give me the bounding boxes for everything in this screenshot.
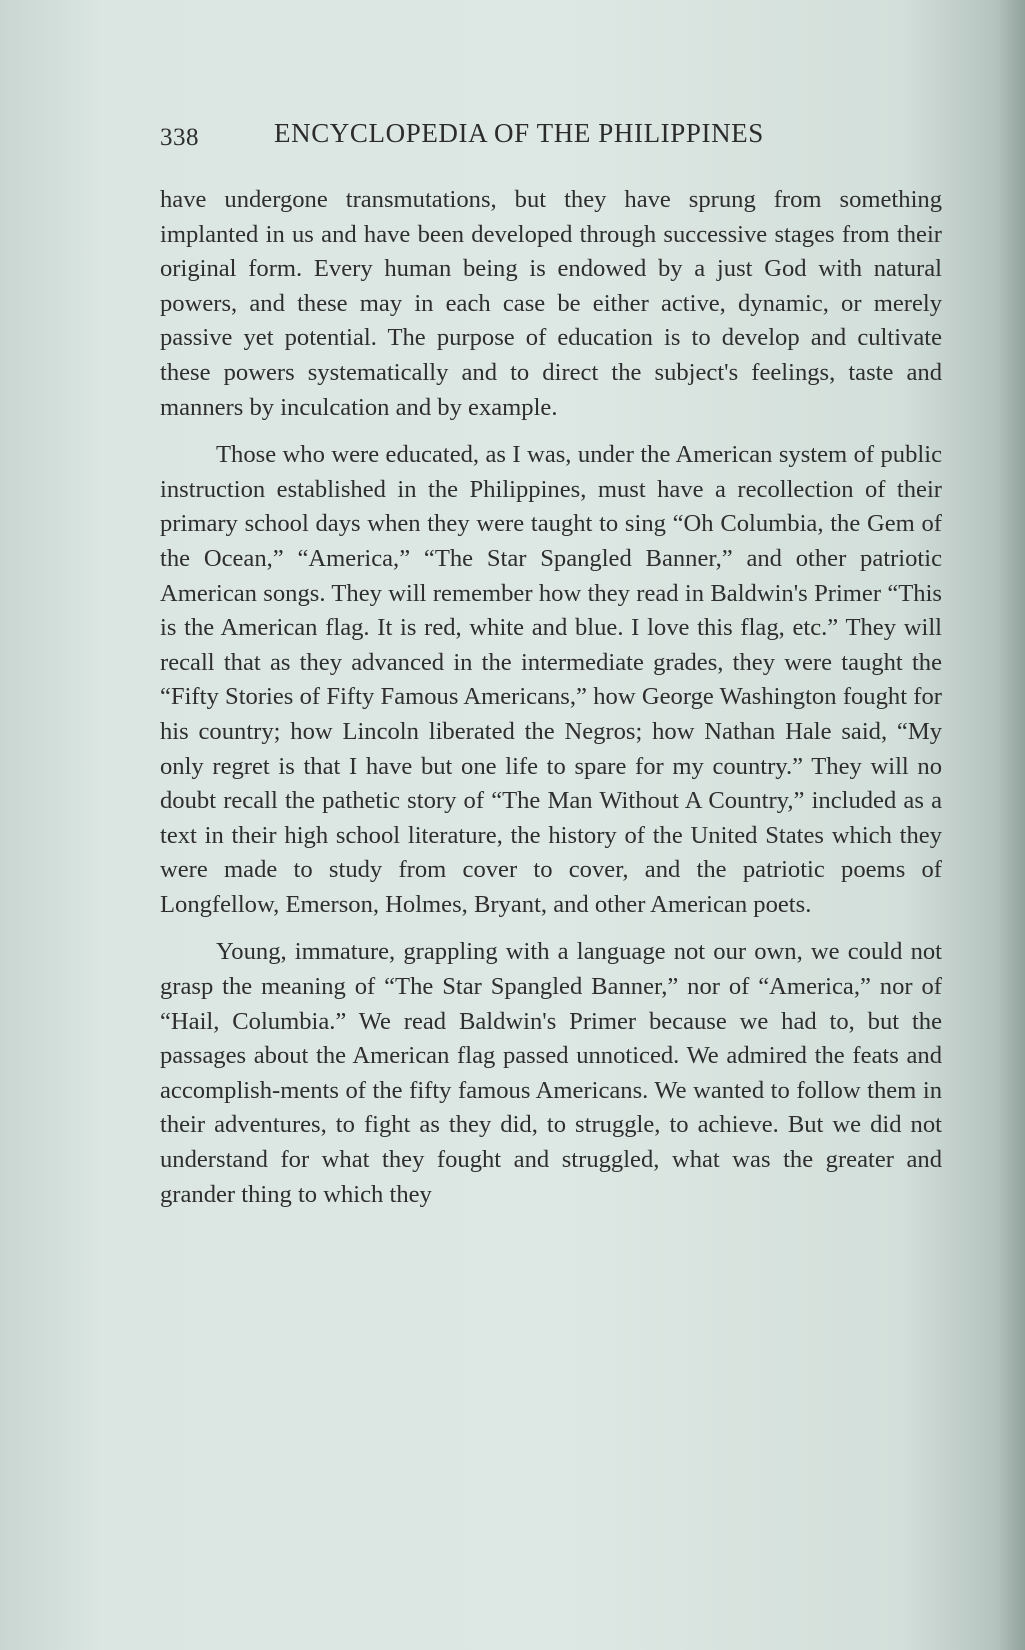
page-number: 338 (160, 124, 199, 151)
body-text (160, 183, 942, 1212)
running-title: ENCYCLOPEDIA OF THE PHILIPPINES (274, 118, 764, 148)
paragraph-young-immature: Young, immature, grappling with a language not our own, we could not grasp the meaning of “The Star Spangled Banner,” nor of “America,” nor of “Hail, Columbia.” We read Baldwin's Primer because we had to, but the passages about the American flag passed unnoticed. We admired the feats and accomplish-ments of the fifty famous Americans. We wanted to follow them in their adventures, to fight as they did, to struggle, to achieve. But we did not understand for what they fought and struggled, what was the greater and grander thing to which they (160, 938, 942, 1208)
paragraph-continuation: have undergone transmutations, but they have sprung from something implanted in us and have been developed through successive stages from their original form. Every human being is endowed by a just God with natural powers, and these may in each case be either active, dynamic, or merely passive yet potential. The purpose of education is to develop and cultivate these powers systematically and to direct the subject's feelings, taste and manners by inculcation and by example. (160, 186, 942, 421)
page-edge-shadow (997, 0, 1025, 1650)
paragraph-american-education: Those who were educated, as I was, under the American system of public instruction established in the Philippines, must have a recollection of their primary school days when they were taught to sing “Oh Columbia, the Gem of the Ocean,” “America,” “The Star Spangled Banner,” and other patriotic American songs. They will remember how they read in Baldwin's Primer “This is the American flag. It is red, white and blue. I love this flag, etc.” They will recall that as they advanced in the intermediate grades, they were taught the “Fifty Stories of Fifty Famous Americans,” how George Washington fought for his country; how Lincoln liberated the Negros; how Nathan Hale said, “My only regret is that I have but one life to spare for my country.” They will no doubt recall the pathetic story of “The Man Without A Country,” included as a text in their high school literature, the history of the United States which they were made to study from cover to cover, and the patriotic poems of Longfellow, Emerson, Holmes, Bryant, and other American poets. (160, 441, 942, 918)
page-header (160, 118, 880, 158)
